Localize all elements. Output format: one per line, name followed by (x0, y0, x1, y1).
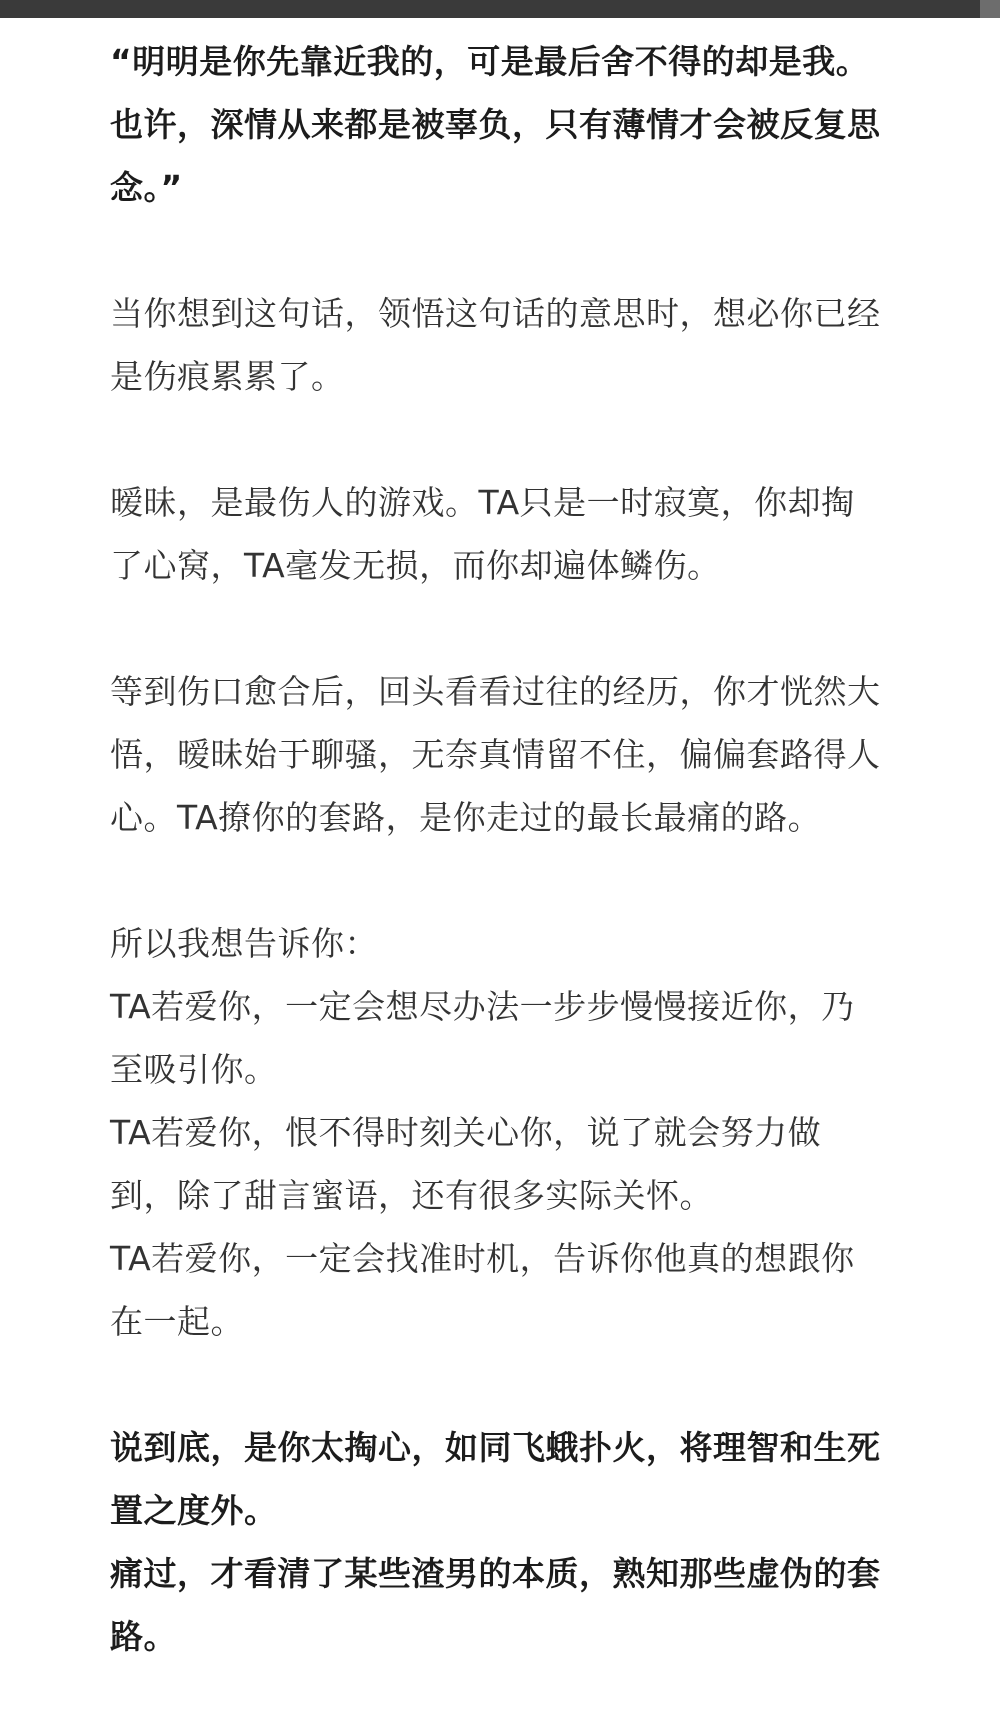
text-line: 当你想到这句话，领悟这句话的意思时，想必你已经 (110, 294, 881, 333)
article-body (110, 30, 890, 1731)
paragraph (110, 912, 890, 1353)
top-bar-corner (980, 0, 1000, 18)
text-line: 悟，暧昧始于聊骚，无奈真情留不住，偏偏套路得人 (110, 735, 881, 774)
text-line: 在一起。 (110, 1302, 244, 1341)
top-status-bar (0, 0, 1000, 18)
text-line: 是伤痕累累了。 (110, 357, 345, 396)
text-line: 了心窝，TA毫发无损，而你却遍体鳞伤。 (110, 546, 721, 585)
text-line: TA若爱你，一定会想尽办法一步步慢慢接近你，乃 (110, 987, 855, 1026)
text-line: 说到底，是你太掏心，如同飞蛾扑火，将理智和生死 (110, 1428, 881, 1467)
text-line: 置之度外。 (110, 1491, 278, 1530)
text-line: 念。” (110, 168, 183, 207)
text-line: 心。TA撩你的套路，是你走过的最长最痛的路。 (110, 798, 822, 837)
text-line: 到，除了甜言蜜语，还有很多实际关怀。 (110, 1176, 713, 1215)
paragraph-quote (110, 30, 890, 219)
text-line: TA若爱你，一定会找准时机，告诉你他真的想跟你 (110, 1239, 855, 1278)
paragraph (110, 471, 890, 597)
text-line: 也许，深情从来都是被辜负，只有薄情才会被反复思 (110, 105, 881, 144)
text-line: “明明是你先靠近我的，可是最后舍不得的却是我。 (110, 42, 870, 81)
paragraph (110, 660, 890, 849)
text-line: 等到伤口愈合后，回头看看过往的经历，你才恍然大 (110, 672, 881, 711)
text-line: TA若爱你，恨不得时刻关心你，说了就会努力做 (110, 1113, 822, 1152)
paragraph-conclusion (110, 1416, 890, 1668)
text-line: 痛过，才看清了某些渣男的本质，熟知那些虚伪的套 (110, 1554, 881, 1593)
text-line: 所以我想告诉你： (110, 924, 378, 963)
text-line: 路。 (110, 1617, 177, 1656)
text-line: 暧昧，是最伤人的游戏。TA只是一时寂寞，你却掏 (110, 483, 855, 522)
paragraph (110, 282, 890, 408)
text-line: 至吸引你。 (110, 1050, 278, 1089)
